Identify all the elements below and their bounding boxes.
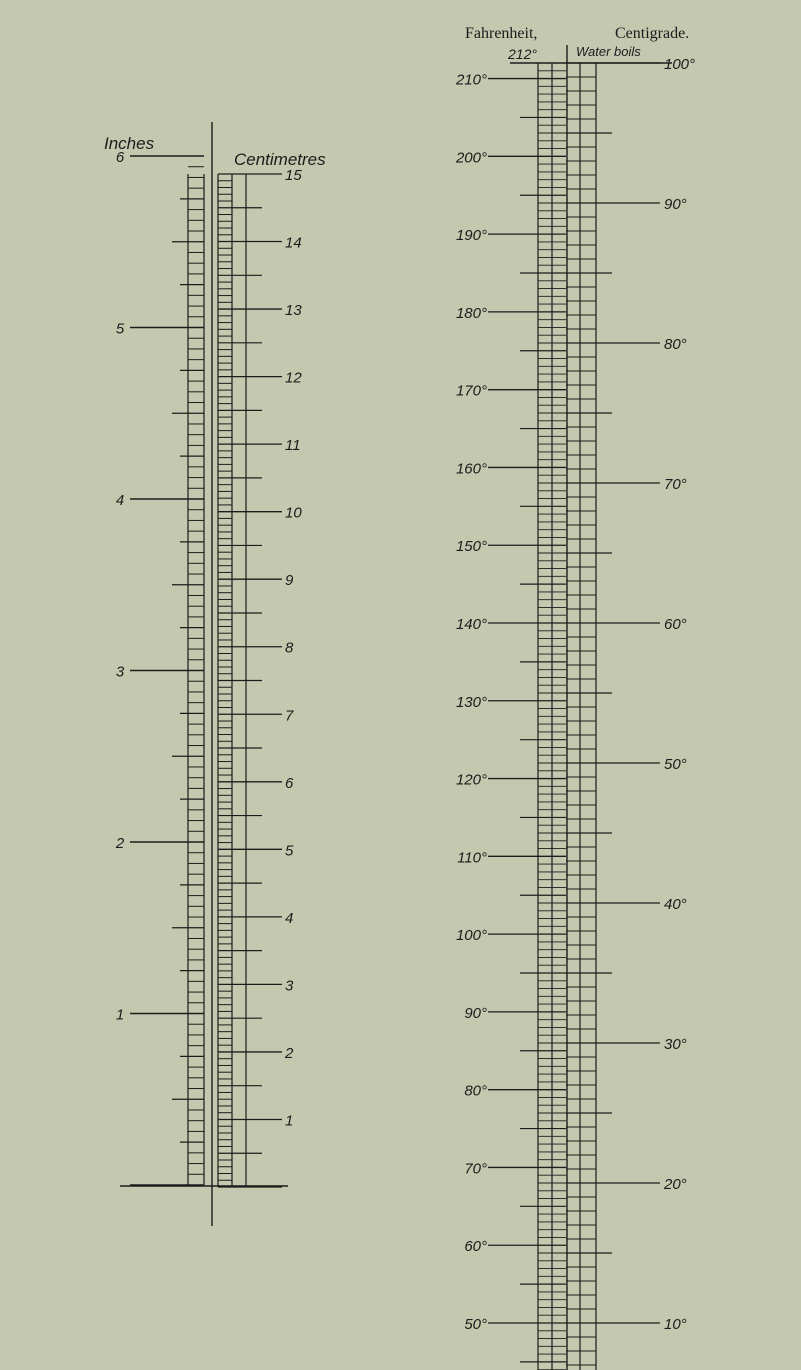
cm-label: 13 bbox=[285, 302, 302, 320]
fahrenheit-label: 60° bbox=[464, 1238, 487, 1256]
centigrade-label: 30° bbox=[664, 1036, 687, 1053]
fahrenheit-label: 110° bbox=[457, 849, 487, 867]
fahrenheit-label: 160° bbox=[455, 460, 487, 478]
inches-title: Inches bbox=[104, 134, 155, 153]
fahrenheit-label: 140° bbox=[455, 616, 487, 633]
cm-label: 2 bbox=[285, 1044, 294, 1062]
cm-label: 10 bbox=[285, 504, 302, 522]
fahrenheit-label: 130° bbox=[455, 693, 487, 711]
cm-label: 12 bbox=[285, 369, 302, 387]
centigrade-label: 60° bbox=[664, 616, 687, 633]
inch-label: 4 bbox=[115, 492, 125, 509]
fahrenheit-label: 80° bbox=[464, 1082, 487, 1100]
centigrade-label: 90° bbox=[664, 196, 687, 213]
cm-label: 3 bbox=[285, 977, 294, 995]
centigrade-label: 100° bbox=[664, 56, 696, 73]
inch-label: 2 bbox=[115, 835, 125, 852]
fahrenheit-label: 170° bbox=[455, 382, 487, 400]
fahrenheit-label: 180° bbox=[455, 304, 487, 322]
centimetres-title: Centimetres bbox=[234, 150, 326, 169]
centigrade-header: Centigrade. bbox=[615, 25, 690, 42]
cm-label: 5 bbox=[285, 842, 294, 860]
cm-label: 14 bbox=[285, 234, 302, 252]
centigrade-label: 50° bbox=[664, 756, 687, 773]
length-scale-chart bbox=[104, 122, 326, 1226]
fahrenheit-label: 50° bbox=[464, 1316, 487, 1333]
cm-label: 1 bbox=[285, 1112, 294, 1130]
centigrade-label: 70° bbox=[664, 476, 687, 493]
fahrenheit-label: 150° bbox=[455, 538, 487, 556]
fahrenheit-label: 210° bbox=[455, 71, 487, 89]
fahrenheit-label: 90° bbox=[464, 1004, 487, 1022]
cm-label: 11 bbox=[285, 437, 301, 455]
cm-label: 15 bbox=[285, 167, 302, 184]
cm-label: 9 bbox=[285, 572, 294, 590]
centigrade-label: 80° bbox=[664, 336, 687, 353]
inch-label: 5 bbox=[115, 320, 125, 338]
temperature-scale-chart bbox=[455, 44, 695, 1370]
inch-label: 1 bbox=[115, 1006, 125, 1024]
fahrenheit-header: Fahrenheit, bbox=[465, 25, 538, 42]
fahrenheit-label: 70° bbox=[464, 1160, 487, 1178]
centigrade-label: 40° bbox=[664, 896, 687, 913]
cm-label: 4 bbox=[285, 909, 294, 927]
centigrade-label: 20° bbox=[664, 1176, 687, 1193]
cm-label: 7 bbox=[285, 707, 294, 725]
fahrenheit-boiling-label: 212° bbox=[508, 46, 537, 62]
cm-label: 8 bbox=[285, 639, 294, 657]
inch-label: 6 bbox=[115, 149, 125, 166]
fahrenheit-label: 200° bbox=[455, 149, 487, 167]
inch-label: 3 bbox=[115, 663, 125, 681]
fahrenheit-label: 100° bbox=[455, 927, 487, 945]
centigrade-label: 10° bbox=[664, 1316, 687, 1333]
water-boils-note: Water boils bbox=[576, 44, 641, 59]
fahrenheit-label: 190° bbox=[455, 227, 487, 245]
cm-label: 6 bbox=[285, 774, 294, 792]
fahrenheit-label: 120° bbox=[455, 771, 487, 789]
